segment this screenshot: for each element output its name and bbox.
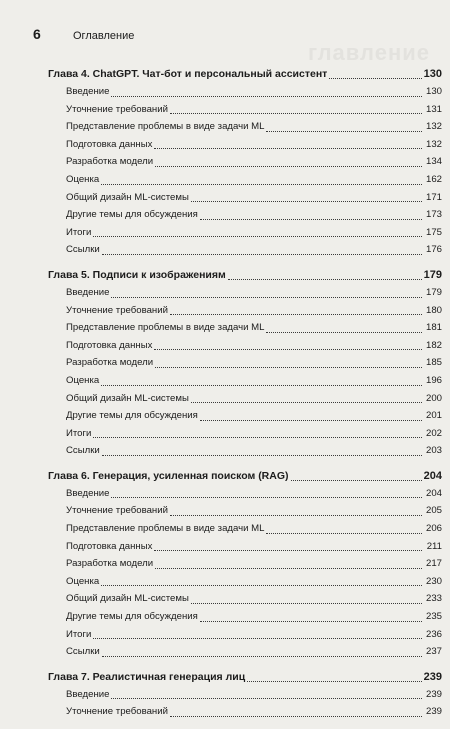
entry-page-number: 239 xyxy=(425,688,442,700)
toc-entry[interactable] xyxy=(48,284,442,302)
entry-title: Ссылки xyxy=(66,646,100,658)
toc-entry[interactable] xyxy=(48,319,442,337)
entry-page-number: 162 xyxy=(425,173,442,185)
toc-entry[interactable] xyxy=(48,101,442,119)
dot-leader xyxy=(266,131,422,132)
toc-entry[interactable] xyxy=(48,608,442,626)
entry-page-number: 132 xyxy=(425,121,442,133)
entry-title: Другие темы для обсуждения xyxy=(66,209,198,221)
toc-entry[interactable] xyxy=(48,390,442,408)
dot-leader xyxy=(154,349,422,350)
entry-page-number: 196 xyxy=(425,374,442,386)
entry-title: Представление проблемы в виде задачи ML xyxy=(66,523,265,535)
toc-chapter xyxy=(48,66,442,259)
entry-page-number: 205 xyxy=(425,505,442,517)
dot-leader xyxy=(247,681,421,682)
dot-leader xyxy=(102,254,422,255)
toc-entry[interactable] xyxy=(48,485,442,503)
entry-page-number: 233 xyxy=(425,593,442,605)
entry-title: Разработка модели xyxy=(66,558,154,570)
entry-title: Подготовка данных xyxy=(66,339,153,351)
page-number: 6 xyxy=(33,26,41,42)
entry-page-number: 132 xyxy=(425,138,442,150)
chapter-title: Глава 7. Реалистичная генерация лиц xyxy=(48,670,246,683)
toc-entry[interactable] xyxy=(48,425,442,443)
dot-leader xyxy=(191,603,422,604)
entry-title: Оценка xyxy=(66,173,100,185)
dot-leader xyxy=(329,78,421,79)
entry-page-number: 181 xyxy=(425,322,442,334)
entry-title: Оценка xyxy=(66,374,100,386)
toc-entry[interactable] xyxy=(48,626,442,644)
dot-leader xyxy=(200,420,422,421)
dot-leader xyxy=(111,96,422,97)
toc-entry[interactable] xyxy=(48,555,442,573)
entry-title: Разработка модели xyxy=(66,357,154,369)
toc-entry[interactable] xyxy=(48,241,442,259)
dot-leader xyxy=(111,297,422,298)
entry-page-number: 175 xyxy=(425,226,442,238)
toc-entry[interactable] xyxy=(48,136,442,154)
running-title: Оглавление xyxy=(73,30,135,42)
dot-leader xyxy=(170,314,422,315)
entry-page-number: 179 xyxy=(425,286,442,298)
chapter-heading-row[interactable] xyxy=(48,267,442,284)
entry-page-number: 130 xyxy=(425,86,442,97)
dot-leader xyxy=(170,515,422,516)
toc-entry[interactable] xyxy=(48,224,442,242)
entry-page-number: 171 xyxy=(425,191,442,203)
toc-entry[interactable] xyxy=(48,83,442,101)
chapter-page-number: 179 xyxy=(423,268,442,281)
entry-title: Другие темы для обсуждения xyxy=(66,611,198,623)
dot-leader xyxy=(102,455,422,456)
toc-entry[interactable] xyxy=(48,372,442,390)
toc-entry[interactable] xyxy=(48,573,442,591)
dot-leader xyxy=(266,332,422,333)
entry-title: Итоги xyxy=(66,226,92,238)
entry-page-number: 173 xyxy=(425,209,442,221)
entry-title: Итоги xyxy=(66,427,92,439)
toc-entry[interactable] xyxy=(48,590,442,608)
entry-page-number: 230 xyxy=(425,575,442,587)
dot-leader xyxy=(111,497,422,498)
entry-title: Итоги xyxy=(66,628,92,640)
entry-page-number: 211 xyxy=(426,540,442,552)
running-header xyxy=(33,26,134,42)
entry-title: Уточнение требований xyxy=(66,505,168,517)
entry-title: Общий дизайн ML-системы xyxy=(66,593,189,605)
toc-entry[interactable] xyxy=(48,189,442,207)
dot-leader xyxy=(200,219,422,220)
entry-title: Общий дизайн ML-системы xyxy=(66,392,189,404)
entry-title: Введение xyxy=(66,86,110,97)
entry-page-number: 236 xyxy=(425,628,442,640)
entry-title: Подготовка данных xyxy=(66,138,153,150)
entry-page-number: 201 xyxy=(425,410,442,422)
entry-title: Представление проблемы в виде задачи ML xyxy=(66,121,265,133)
chapter-page-number: 130 xyxy=(423,68,442,80)
entry-title: Ссылки xyxy=(66,244,100,256)
toc-entry[interactable] xyxy=(48,407,442,425)
toc-entry[interactable] xyxy=(48,118,442,136)
entry-title: Введение xyxy=(66,688,110,700)
entry-page-number: 237 xyxy=(425,646,442,658)
dot-leader xyxy=(291,480,422,481)
entry-title: Общий дизайн ML-системы xyxy=(66,191,189,203)
dot-leader xyxy=(101,385,422,386)
entry-page-number: 203 xyxy=(425,445,442,457)
entry-page-number: 180 xyxy=(425,304,442,316)
entry-title: Ссылки xyxy=(66,445,100,457)
chapter-heading-row[interactable] xyxy=(48,669,442,686)
entry-title: Подготовка данных xyxy=(66,540,153,552)
entry-page-number: 131 xyxy=(425,103,442,115)
dot-leader xyxy=(154,550,422,551)
entry-page-number: 185 xyxy=(425,357,442,369)
dot-leader xyxy=(266,533,422,534)
toc-entry[interactable] xyxy=(48,703,442,721)
entry-title: Оценка xyxy=(66,575,100,587)
chapter-page-number: 239 xyxy=(423,670,442,683)
entry-title: Уточнение требований xyxy=(66,304,168,316)
toc-entry[interactable] xyxy=(48,643,442,661)
entry-page-number: 239 xyxy=(425,706,442,718)
toc-entry[interactable] xyxy=(48,502,442,520)
entry-page-number: 204 xyxy=(425,487,442,499)
entry-title: Разработка модели xyxy=(66,156,154,168)
dot-leader xyxy=(111,698,422,699)
dot-leader xyxy=(101,585,422,586)
entry-page-number: 206 xyxy=(425,523,442,535)
dot-leader xyxy=(170,113,422,114)
dot-leader xyxy=(93,437,422,438)
entry-page-number: 134 xyxy=(425,156,442,168)
entry-title: Уточнение требований xyxy=(66,706,168,718)
dot-leader xyxy=(155,568,422,569)
toc-entry[interactable] xyxy=(48,302,442,320)
entry-title: Введение xyxy=(66,487,110,499)
toc-entry[interactable] xyxy=(48,153,442,171)
entry-title: Введение xyxy=(66,286,110,298)
table-of-contents xyxy=(48,66,442,729)
show-through-heading: главление xyxy=(307,40,430,65)
dot-leader xyxy=(191,201,422,202)
dot-leader xyxy=(200,621,422,622)
entry-title: Уточнение требований xyxy=(66,103,168,115)
chapter-title: Глава 5. Подписи к изображениям xyxy=(48,268,226,281)
toc-chapter xyxy=(48,468,442,661)
chapter-heading-row[interactable] xyxy=(48,66,442,83)
dot-leader xyxy=(170,716,422,717)
entry-page-number: 200 xyxy=(425,392,442,404)
toc-entry[interactable] xyxy=(48,520,442,538)
entry-page-number: 235 xyxy=(425,611,442,623)
chapter-page-number: 204 xyxy=(423,469,442,482)
entry-page-number: 176 xyxy=(425,244,442,256)
toc-entry[interactable] xyxy=(48,171,442,189)
dot-leader xyxy=(101,184,422,185)
chapter-title: Глава 4. ChatGPT. Чат-бот и персональный ассистент xyxy=(48,68,328,80)
dot-leader xyxy=(155,367,422,368)
entry-page-number: 202 xyxy=(425,427,442,439)
toc-chapter xyxy=(48,267,442,460)
toc-entry[interactable] xyxy=(48,337,442,355)
chapter-title: Глава 6. Генерация, усиленная поиском (RAG) xyxy=(48,469,289,482)
dot-leader xyxy=(228,279,422,280)
toc-entry[interactable] xyxy=(48,442,442,460)
dot-leader xyxy=(93,236,422,237)
dot-leader xyxy=(102,656,422,657)
entry-page-number: 182 xyxy=(425,339,442,351)
chapter-heading-row[interactable] xyxy=(48,468,442,485)
dot-leader xyxy=(154,148,422,149)
toc-entry[interactable] xyxy=(48,538,442,556)
toc-entry[interactable] xyxy=(48,206,442,224)
entry-title: Представление проблемы в виде задачи ML xyxy=(66,322,265,334)
dot-leader xyxy=(155,166,422,167)
dot-leader xyxy=(191,402,422,403)
toc-entry[interactable] xyxy=(48,354,442,372)
dot-leader xyxy=(93,638,422,639)
entry-page-number: 217 xyxy=(425,558,442,570)
entry-title: Другие темы для обсуждения xyxy=(66,410,198,422)
